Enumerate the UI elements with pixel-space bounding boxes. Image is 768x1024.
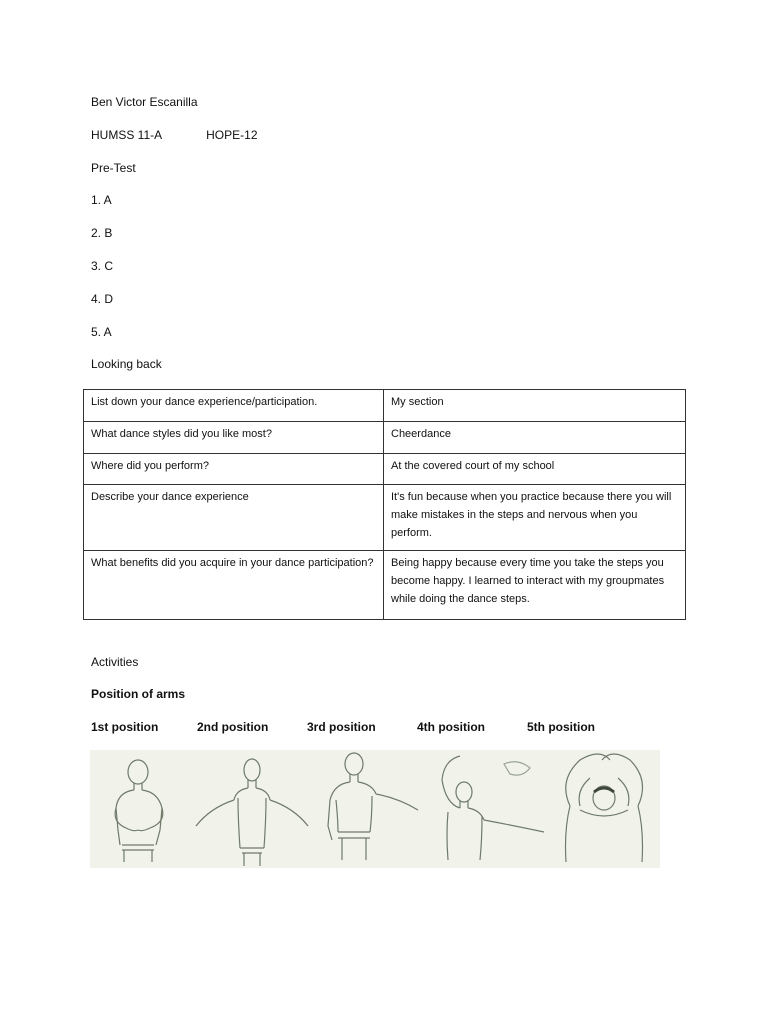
third-position-figure (314, 750, 426, 868)
looking-back-title: Looking back (91, 357, 162, 371)
answer-cell: My section (384, 390, 686, 422)
position-label-5: 5th position (527, 720, 595, 734)
position-label-3: 3rd position (307, 720, 376, 734)
answer-cell: It's fun because when you practice because there you will make mistakes in the steps and nervous when you perform. (384, 485, 686, 551)
class-info (91, 128, 258, 142)
table-row (84, 390, 686, 422)
answer-cell: Cheerdance (384, 422, 686, 454)
pretest-title: Pre-Test (91, 161, 136, 175)
pretest-answer: 2. B (91, 226, 113, 240)
pretest-answer: 3. C (91, 259, 114, 273)
question-cell: Where did you perform? (84, 454, 384, 485)
pretest-answer: 1. A (91, 193, 112, 207)
arms-subtitle: Position of arms (91, 687, 186, 701)
fourth-position-figure (426, 750, 552, 868)
pretest-answer: 4. D (91, 292, 114, 306)
position-label-4: 4th position (417, 720, 485, 734)
table-row (84, 454, 686, 485)
activities-title: Activities (91, 655, 139, 669)
question-cell: Describe your dance experience (84, 485, 384, 551)
question-cell: What dance styles did you like most? (84, 422, 384, 454)
question-cell: List down your dance experience/participation. (84, 390, 384, 422)
table-row (84, 551, 686, 620)
answer-cell: Being happy because every time you take the steps you become happy. I learned to interact with my groupmates while doing the dance steps. (384, 551, 686, 620)
second-position-figure (190, 750, 314, 868)
pretest-answer: 5. A (91, 325, 112, 339)
position-label-2: 2nd position (197, 720, 269, 734)
looking-back-table (83, 389, 686, 620)
student-name: Ben Victor Escanilla (91, 95, 198, 109)
position-label-1: 1st position (91, 720, 159, 734)
answer-cell: At the covered court of my school (384, 454, 686, 485)
subject-label: HOPE-12 (206, 128, 258, 142)
fifth-position-figure (550, 750, 658, 868)
arm-positions-illustration (90, 750, 660, 868)
question-cell: What benefits did you acquire in your dance participation? (84, 551, 384, 620)
section-label: HUMSS 11-A (91, 128, 163, 142)
table-row (84, 422, 686, 454)
table-row (84, 485, 686, 551)
first-position-figure (90, 750, 204, 868)
